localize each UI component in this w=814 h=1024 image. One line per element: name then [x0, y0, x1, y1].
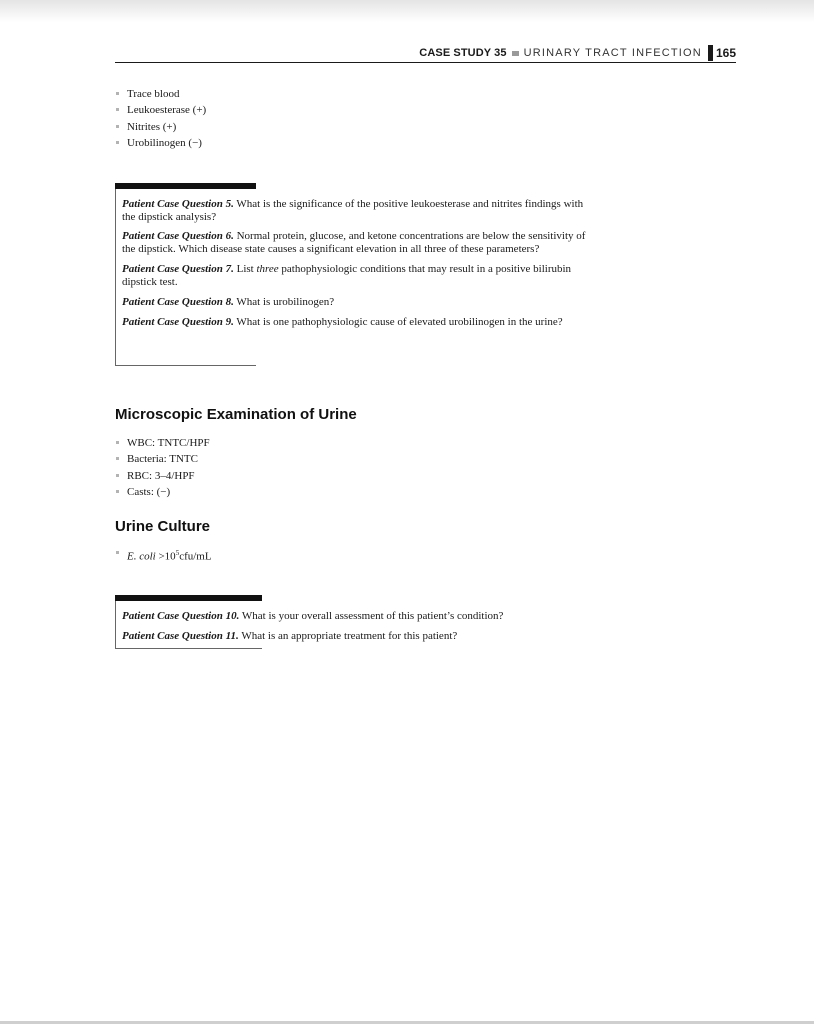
separator-square-icon — [512, 51, 519, 56]
bullet-icon — [116, 125, 119, 128]
question-9: Patient Case Question 9. What is one pathophysiologic cause of elevated urobilinogen in the urine? — [122, 315, 563, 328]
section-heading-microscopic: Microscopic Examination of Urine — [115, 406, 357, 423]
list-item: WBC: TNTC/HPF — [115, 435, 210, 451]
question-5: Patient Case Question 5. What is the significance of the positive leukoesterase and nitrites findings with the dipstick analysis? — [122, 198, 584, 224]
bullet-icon — [116, 457, 119, 460]
bullet-icon — [116, 108, 119, 111]
question-list — [122, 198, 597, 329]
question-8: Patient Case Question 8. What is urobilinogen? — [122, 296, 335, 309]
section-heading-culture: Urine Culture — [115, 518, 211, 535]
page-number: 165 — [715, 46, 736, 60]
question-7: Patient Case Question 7. List three pathophysiologic conditions that may result in a positive bilirubin dipstick test. — [122, 262, 572, 289]
list-item: Nitrites (+) — [115, 119, 206, 135]
dipstick-results-list — [115, 86, 206, 151]
bullet-icon — [116, 141, 119, 144]
organism-name: E. coli — [127, 550, 156, 563]
list-item: Trace blood — [115, 86, 206, 102]
header-topic: URINARY TRACT INFECTION — [523, 47, 702, 59]
question-list — [122, 610, 622, 644]
box-bottom-rule — [115, 365, 256, 366]
list-item: Urobilinogen (−) — [115, 135, 206, 151]
question-11: Patient Case Question 11. What is an appropriate treatment for this patient? — [122, 630, 458, 643]
bullet-icon — [116, 551, 119, 554]
question-10: Patient Case Question 10. What is your overall assessment of this patient’s condition? — [122, 610, 504, 622]
box-bottom-rule — [115, 648, 262, 649]
viewer-top-shadow — [0, 0, 814, 22]
bullet-icon — [116, 474, 119, 477]
question-6: Patient Case Question 6. Normal protein, glucose, and ketone concentrations are below the sensitivity of the dipstick. Which disease state causes a significant elevation in all three of these parameters? — [122, 229, 586, 256]
list-item: Casts: (−) — [115, 484, 210, 500]
bullet-icon — [116, 441, 119, 444]
page-marker-bar — [708, 45, 713, 61]
box-top-bar — [115, 595, 262, 601]
bullet-icon — [116, 490, 119, 493]
running-header — [115, 44, 736, 63]
bullet-icon — [116, 92, 119, 95]
box-left-rule — [115, 189, 116, 366]
list-item: E. coli $>10^5cfu/mL$ — [115, 545, 212, 561]
box-left-rule — [115, 601, 116, 649]
list-item: Leukoesterase (+) — [115, 102, 206, 118]
box-top-bar — [115, 183, 256, 189]
microscopic-results-list — [115, 435, 210, 500]
culture-results-list — [115, 545, 212, 561]
list-item: Bacteria: TNTC — [115, 451, 210, 467]
case-study-label: CASE STUDY 35 — [419, 47, 507, 59]
list-item: RBC: 3–4/HPF — [115, 468, 210, 484]
